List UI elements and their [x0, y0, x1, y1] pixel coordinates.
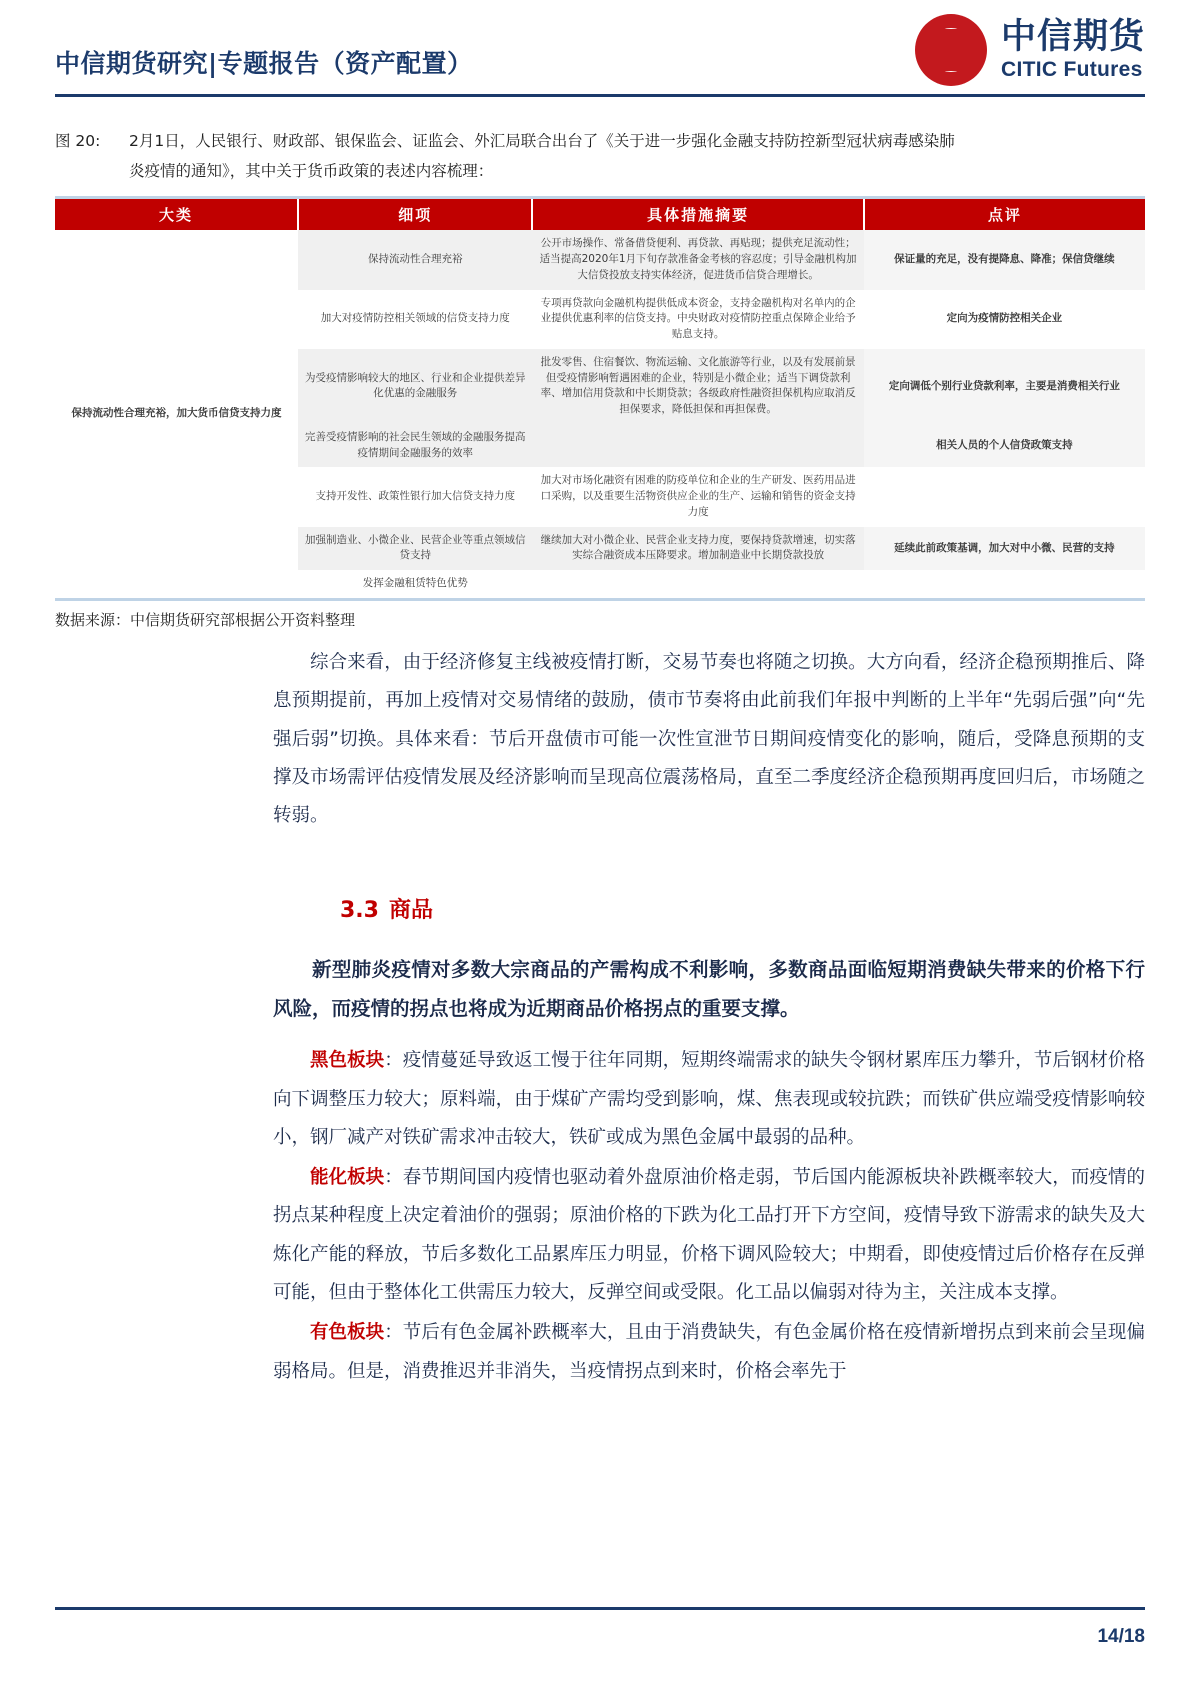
- paragraph-base-metals: [55, 1314, 1145, 1391]
- figure-caption-line1: 2月1日，人民银行、财政部、银保监会、证监会、外汇局联合出台了《关于进一步强化金融支持防控新型冠状病毒感染肺: [129, 132, 955, 150]
- cell-measure: 继续加大对小微企业、民营企业支持力度，要保持贷款增速，切实落实综合融资成本压降要求。增加制造业中长期贷款投放: [532, 527, 863, 571]
- col-header-item: 细项: [298, 199, 532, 230]
- section-number: 3.3: [340, 898, 379, 924]
- cell-item: 保持流动性合理充裕: [298, 230, 532, 289]
- table-row: [55, 230, 1145, 289]
- body-paragraph-summary: 综合来看，由于经济修复主线被疫情打断，交易节奏也将随之切换。大方向看，经济企稳预期推后、降息预期提前，再加上疫情对交易情绪的鼓励，债市节奏将由此前我们年报中判断的上半年“先弱后强”向“先强后弱”切换。具体来看：节后开盘债市可能一次性宣泄节日期间疫情变化的影响，随后，受降息预期的支撑及市场需评估疫情发展及经济影响而呈现高位震荡格局，直至二季度经济企稳预期再度回归后，市场随之转弱。: [273, 651, 1145, 827]
- logo-english-name: CITIC Futures: [1000, 57, 1143, 81]
- cell-item: 发挥金融租赁特色优势: [298, 570, 532, 598]
- policy-table: [55, 199, 1145, 598]
- footer-divider: [55, 1607, 1145, 1610]
- col-header-measures: 具体措施摘要: [532, 199, 863, 230]
- section-title: 商品: [388, 898, 433, 924]
- cell-remark: 延续此前政策基调，加大对中小微、民营的支持: [864, 527, 1145, 571]
- cell-category: 保持流动性合理充裕，加大货币信贷支持力度: [55, 230, 298, 598]
- figure-caption-line2: 炎疫情的通知》，其中关于货币政策的表述内容梳理：: [129, 162, 494, 181]
- cell-remark: 定向调低个别行业贷款利率，主要是消费相关行业: [864, 349, 1145, 424]
- cell-measure: 专项再贷款向金融机构提供低成本资金，支持金融机构对名单内的企业提供优惠利率的信贷支持。中央财政对疫情防控重点保障企业给予贴息支持。: [532, 290, 863, 349]
- cell-item: 加大对疫情防控相关领域的信贷支持力度: [298, 290, 532, 349]
- paragraph-ferrous: [55, 1042, 1145, 1157]
- cell-measure: [532, 424, 863, 468]
- table-bottom-divider: [55, 598, 1145, 601]
- policy-table-container: [55, 196, 1145, 601]
- cell-remark: [864, 570, 1145, 598]
- citic-logo-icon: [915, 14, 987, 86]
- figure-number: 图 20:: [55, 132, 101, 150]
- paragraph-tag-energy-chemicals: 能化板块: [310, 1167, 385, 1189]
- header-divider: [55, 94, 1145, 97]
- col-header-category: 大类: [55, 199, 298, 230]
- page-header: [55, 0, 1145, 130]
- cell-item: 加强制造业、小微企业、民营企业等重点领域信贷支持: [298, 527, 532, 571]
- cell-remark: 保证量的充足，没有提降息、降准；保信贷继续: [864, 230, 1145, 289]
- figure-caption: [55, 126, 1145, 186]
- cell-measure: 加大对市场化融资有困难的防疫单位和企业的生产研发、医药用品进口采购，以及重要生活物资供应企业的生产、运输和销售的资金支持力度: [532, 467, 863, 526]
- citic-futures-logo: [915, 14, 1145, 86]
- section-heading-commodities: [55, 893, 1145, 924]
- cell-remark: 相关人员的个人信贷政策支持: [864, 424, 1145, 468]
- logo-wordmark: [1001, 19, 1145, 81]
- paragraph-body-ferrous: ：疫情蔓延导致返工慢于往年同期，短期终端需求的缺失令钢材累库压力攀升，节后钢材价格向下调整压力较大；原料端，由于煤矿产需均受到影响，煤、焦表现或较抗跌；而铁矿供应端受疫情影响较小，钢厂减产对铁矿需求冲击较大，铁矿或成为黑色金属中最弱的品种。: [273, 1050, 1145, 1148]
- cell-measure: [532, 570, 863, 598]
- page-number: 14/18: [1097, 1626, 1145, 1647]
- logo-chinese-name: 中信期货: [1000, 17, 1145, 58]
- paragraph-energy-chemicals: [55, 1159, 1145, 1312]
- cell-item: 为受疫情影响较大的地区、行业和企业提供差异化优惠的金融服务: [298, 349, 532, 424]
- table-header-row: [55, 199, 1145, 230]
- cell-measure: 公开市场操作、常备借贷便利、再贷款、再贴现；提供充足流动性；适当提高2020年1月下旬存款准备金考核的容忍度；引导金融机构加大信贷投放支持实体经济，促进货币信贷合理增长。: [532, 230, 863, 289]
- cell-remark: 定向为疫情防控相关企业: [864, 290, 1145, 349]
- page-title: 中信期货研究|专题报告（资产配置）: [55, 49, 473, 78]
- paragraph-tag-base-metals: 有色板块: [310, 1322, 385, 1344]
- paragraph-body-base-metals: ：节后有色金属补跌概率大，且由于消费缺失，有色金属价格在疫情新增拐点到来前会呈现偏弱格局。但是，消费推迟并非消失，当疫情拐点到来时，价格会率先于: [273, 1322, 1145, 1382]
- cell-item: 完善受疫情影响的社会民生领域的金融服务提高疫情期间金融服务的效率: [298, 424, 532, 468]
- section-lead-paragraph: 新型肺炎疫情对多数大宗商品的产需构成不利影响，多数商品面临短期消费缺失带来的价格下行风险，而疫情的拐点也将成为近期商品价格拐点的重要支撑。: [273, 958, 1145, 1021]
- data-source-note: 数据来源：中信期货研究部根据公开资料整理: [55, 610, 356, 629]
- paragraph-body-energy-chemicals: ：春节期间国内疫情也驱动着外盘原油价格走弱，节后国内能源板块补跌概率较大，而疫情的拐点某种程度上决定着油价的强弱；原油价格的下跌为化工品打开下方空间，疫情导致下游需求的缺失及大炼化产能的释放，节后多数化工品累库压力明显，价格下调风险较大；中期看，即使疫情过后价格存在反弹可能，但由于整体化工供需压力较大，反弹空间或受限。化工品以偏弱对待为主，关注成本支撑。: [273, 1167, 1145, 1304]
- cell-item: 支持开发性、政策性银行加大信贷支持力度: [298, 467, 532, 526]
- cell-measure: 批发零售、住宿餐饮、物流运输、文化旅游等行业，以及有发展前景但受疫情影响暂遇困难的企业，特别是小微企业；适当下调贷款利率、增加信用贷款和中长期贷款；各级政府性融资担保机构应取消反担保要求，降低担保和再担保费。: [532, 349, 863, 424]
- cell-remark: [864, 467, 1145, 526]
- paragraph-tag-ferrous: 黑色板块: [310, 1050, 385, 1072]
- col-header-remark: 点评: [864, 199, 1145, 230]
